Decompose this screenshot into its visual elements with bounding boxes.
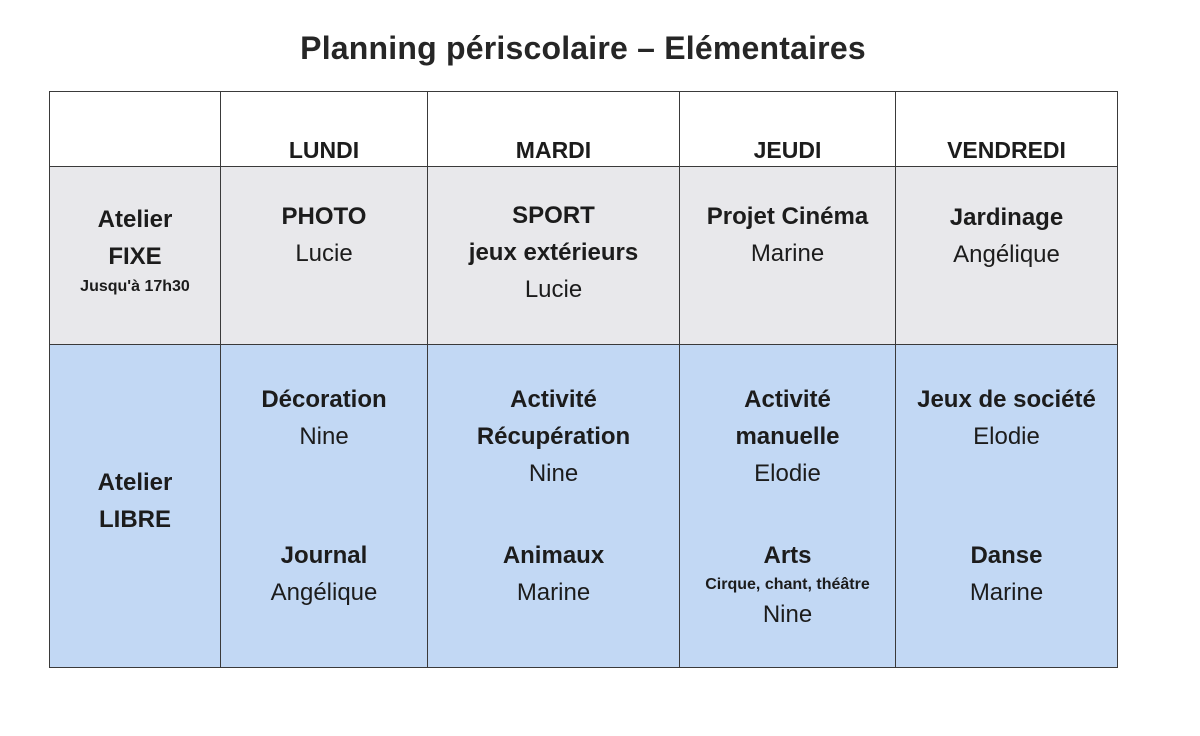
schedule-table bbox=[49, 91, 1118, 668]
row-label-line2: LIBRE bbox=[99, 506, 171, 533]
activity-block-top bbox=[917, 381, 1096, 455]
animator-name: Nine bbox=[762, 601, 813, 628]
activity-name-line2: jeux extérieurs bbox=[468, 239, 639, 266]
page-title: Planning périscolaire – Elémentaires bbox=[300, 30, 866, 66]
fixe-cell-mardi bbox=[428, 167, 680, 345]
activity-name: Journal bbox=[280, 542, 368, 569]
animator-name: Elodie bbox=[754, 460, 821, 487]
activity-name: PHOTO bbox=[281, 202, 367, 230]
activity-name: Activité bbox=[510, 386, 597, 413]
header-cell-lundi bbox=[221, 92, 428, 167]
activity-name: Projet Cinéma bbox=[706, 202, 869, 230]
day-label: LUNDI bbox=[288, 137, 360, 163]
activity-block-bottom bbox=[970, 537, 1043, 611]
activity-name: Jardinage bbox=[949, 203, 1064, 231]
animator-name: Nine bbox=[528, 460, 579, 487]
libre-cell-jeudi bbox=[680, 345, 896, 668]
animator-name: Angélique bbox=[953, 240, 1060, 268]
header-cell-mardi bbox=[428, 92, 680, 167]
fixe-cell-vendredi bbox=[896, 167, 1118, 345]
activity-block-top bbox=[477, 381, 630, 492]
animator-name: Angélique bbox=[270, 579, 378, 606]
activity-name: Animaux bbox=[502, 542, 605, 569]
activity-block-bottom bbox=[503, 537, 604, 611]
activity-name: SPORT bbox=[512, 202, 595, 229]
atelier-fixe-row bbox=[50, 167, 1118, 345]
activity-name: Jeux de société bbox=[917, 386, 1096, 413]
header-cell-vendredi bbox=[896, 92, 1118, 167]
row-label-line1: Atelier bbox=[97, 205, 173, 233]
row-label-note: Jusqu'à 17h30 bbox=[80, 277, 190, 295]
fixe-cell-jeudi bbox=[680, 167, 896, 345]
activity-name: Décoration bbox=[261, 386, 387, 413]
day-label: MARDI bbox=[515, 137, 592, 163]
libre-cell-lundi bbox=[221, 345, 428, 668]
activity-block-top bbox=[261, 381, 386, 455]
day-label: VENDREDI bbox=[947, 137, 1066, 163]
animator-name: Elodie bbox=[973, 423, 1040, 450]
atelier-libre-row bbox=[50, 345, 1118, 668]
animator-name: Marine bbox=[516, 579, 591, 606]
activity-detail: Cirque, chant, théâtre bbox=[705, 576, 870, 593]
activity-name: Danse bbox=[970, 542, 1043, 569]
row-label-fixe bbox=[50, 167, 221, 345]
activity-name-line2: Récupération bbox=[476, 423, 631, 450]
fixe-cell-lundi bbox=[221, 167, 428, 345]
header-row bbox=[50, 92, 1118, 167]
libre-cell-mardi bbox=[428, 345, 680, 668]
corner-cell bbox=[50, 92, 221, 167]
row-label-line2: FIXE bbox=[108, 242, 162, 270]
row-label-libre bbox=[50, 345, 221, 668]
header-cell-jeudi bbox=[680, 92, 896, 167]
animator-name: Lucie bbox=[524, 276, 583, 303]
animator-name: Nine bbox=[299, 423, 349, 450]
activity-block-top bbox=[735, 381, 839, 492]
animator-name: Marine bbox=[750, 239, 825, 267]
activity-block-bottom bbox=[705, 537, 869, 633]
row-label-line1: Atelier bbox=[97, 469, 173, 496]
activity-name-line2: manuelle bbox=[735, 423, 840, 450]
activity-name: Activité bbox=[744, 386, 831, 413]
libre-cell-vendredi bbox=[896, 345, 1118, 668]
activity-block-bottom bbox=[271, 537, 378, 611]
animator-name: Marine bbox=[969, 579, 1044, 606]
animator-name: Lucie bbox=[295, 239, 353, 267]
activity-name: Arts bbox=[763, 542, 812, 569]
day-label: JEUDI bbox=[753, 137, 822, 163]
